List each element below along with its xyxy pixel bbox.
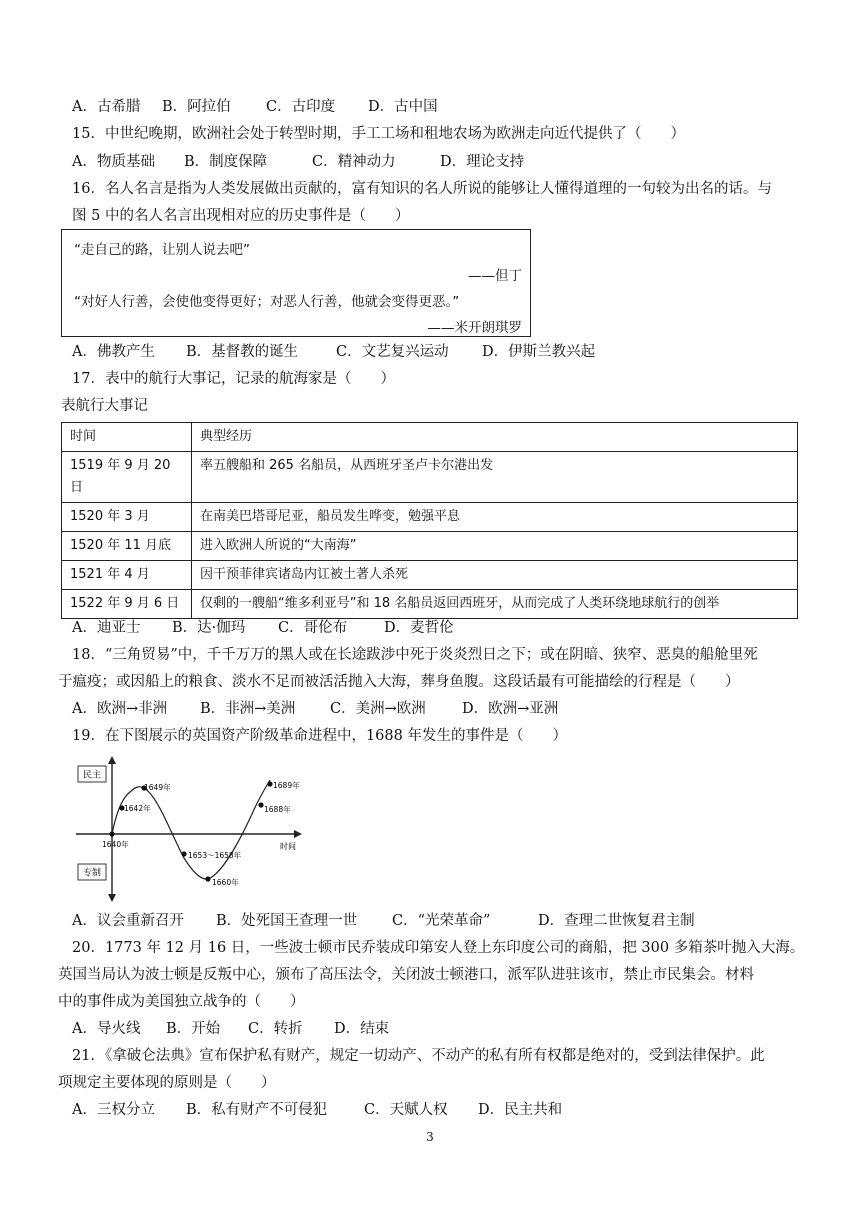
table-cell-time: 1522 年 9 月 6 日 [62, 590, 192, 619]
table-cell-time: 1519 年 9 月 20 日 [62, 452, 192, 503]
q18-options [72, 699, 558, 719]
q21-stem-line2: 项规定主要体现的原则是（ ） [58, 1075, 276, 1091]
label-1642: 1642年 [124, 804, 151, 813]
q19-option-a[interactable]: A．议会重新召开 [72, 913, 184, 929]
label-1649: 1649年 [144, 783, 171, 792]
point-1689 [267, 781, 272, 786]
q18-option-d[interactable]: D．欧洲→亚洲 [462, 701, 559, 717]
q16-option-a[interactable]: A．佛教产生 [72, 344, 155, 360]
q15-options [72, 152, 524, 172]
revolution-curve [112, 780, 270, 879]
q18-stem-line1: 18．“三角贸易”中，千千万万的黑人或在长途跋涉中死于炎炎烈日之下；或在阴暗、狭窄、恶臭的船舱里死 [72, 647, 758, 663]
q20-option-d[interactable]: D．结束 [334, 1021, 390, 1037]
q19-options [72, 911, 695, 931]
quote-michelangelo-author: ——米开朗琪罗 [427, 320, 522, 336]
q18-stem-line2: 于瘟疫；或因船上的粮食、淡水不足而被活活抛入大海，葬身鱼腹。这段话最有可能描绘的行程是（ ） [58, 674, 740, 690]
point-1653-1658 [181, 851, 186, 856]
q21-option-c[interactable]: C．天赋人权 [364, 1102, 448, 1118]
q19-option-c[interactable]: C．“光荣革命” [392, 913, 491, 929]
table-header-time: 时间 [62, 423, 192, 452]
q15-option-a[interactable]: A．物质基础 [72, 154, 155, 170]
q20-option-c[interactable]: C．转折 [248, 1021, 303, 1037]
q16-stem-line1: 16．名人名言是指为人类发展做出贡献的，富有知识的名人所说的能够让人懂得道理的一句较为出名的话。与 [72, 181, 772, 197]
q16-options [72, 342, 595, 362]
table-row [62, 590, 798, 619]
q18-option-b[interactable]: B．非洲→美洲 [200, 701, 296, 717]
q20-stem-line1: 20．1773 年 12 月 16 日，一些波士顿市民乔装成印第安人登上东印度公司的商船，把 300 多箱茶叶抛入大海。 [72, 940, 805, 956]
label-1688: 1688年 [264, 805, 291, 814]
q15-stem: 15．中世纪晚期，欧洲社会处于转型时期，手工工场和租地农场为欧洲走向近代提供了（ ） [72, 126, 685, 142]
vertical-axis-arrow [108, 756, 116, 764]
q20-option-a[interactable]: A．导火线 [72, 1021, 141, 1037]
table-cell-time: 1520 年 3 月 [62, 503, 192, 532]
q17-options [72, 618, 454, 638]
q16-option-c[interactable]: C．文艺复兴运动 [336, 344, 449, 360]
q15-option-b[interactable]: B．制度保障 [184, 154, 268, 170]
q21-stem-line1: 21．《拿破仑法典》宣布保护私有财产，规定一切动产、不动产的私有所有权都是绝对的，受到法律保护。此 [72, 1048, 765, 1064]
label-1653-1658: 1653～1658年 [188, 851, 242, 860]
table-cell-time: 1521 年 4 月 [62, 561, 192, 590]
q19-option-d[interactable]: D．查理二世恢复君主制 [538, 913, 695, 929]
q18-option-a[interactable]: A．欧洲→非洲 [72, 701, 168, 717]
point-1660 [205, 876, 210, 881]
label-1640: 1640年 [102, 840, 129, 849]
q17-option-c[interactable]: C．哥伦布 [278, 620, 348, 636]
table-caption: 表航行大事记 [61, 398, 148, 414]
table-cell-event: 在南美巴塔哥尼亚，船员发生哗变，勉强平息 [192, 503, 798, 532]
quote-dante-author: ——但丁 [468, 268, 522, 284]
label-1660: 1660年 [212, 878, 239, 887]
table-row [62, 561, 798, 590]
q15-option-d[interactable]: D．理论支持 [440, 154, 525, 170]
q17-option-d[interactable]: D．麦哲伦 [384, 620, 454, 636]
quote-michelangelo: “对好人行善，会使他变得更好；对恶人行善，他就会变得更恶。” [74, 294, 460, 310]
q17-option-b[interactable]: B．达·伽玛 [172, 620, 246, 636]
q21-option-a[interactable]: A．三权分立 [72, 1102, 155, 1118]
q20-options [72, 1019, 389, 1039]
table-cell-event: 进入欧洲人所说的“大南海” [192, 532, 798, 561]
table-header-event: 典型经历 [192, 423, 798, 452]
vertical-axis-arrow-bottom [108, 894, 116, 902]
quote-dante: “走自己的路，让别人说去吧” [74, 242, 250, 258]
q18-option-c[interactable]: C．美洲→欧洲 [330, 701, 426, 717]
q17-option-a[interactable]: A．迪亚士 [72, 620, 141, 636]
table-cell-event: 因干预菲律宾诸岛内讧被土著人杀死 [192, 561, 798, 590]
label-1689: 1689年 [273, 781, 300, 790]
table-row [62, 503, 798, 532]
q19-option-b[interactable]: B．处死国王查理一世 [216, 913, 358, 929]
table-header-row [62, 423, 798, 452]
table-cell-event: 仅剩的一艘船“维多利亚号”和 18 名船员返回西班牙，从而完成了人类环绕地球航行的创举 [192, 590, 798, 619]
q17-stem: 17．表中的航行大事记，记录的航海家是（ ） [72, 371, 395, 387]
q14-option-d[interactable]: D．古中国 [368, 99, 438, 115]
q20-stem-line3: 中的事件成为美国独立战争的（ ） [58, 994, 305, 1010]
q20-stem-line2: 英国当局认为波士顿是反叛中心，颁布了高压法令，关闭波士顿港口，派军队进驻该市，禁止市民集会。材料 [58, 967, 754, 983]
point-1640 [109, 831, 114, 836]
time-axis-label: 时间 [280, 842, 296, 851]
q14-option-b[interactable]: B．阿拉伯 [162, 99, 231, 115]
q20-option-b[interactable]: B．开始 [166, 1021, 221, 1037]
q16-option-d[interactable]: D．伊斯兰教兴起 [482, 344, 596, 360]
q14-option-a[interactable]: A．古希腊 [72, 99, 141, 115]
q14-options [72, 97, 438, 117]
q21-option-d[interactable]: D．民主共和 [478, 1102, 563, 1118]
point-1688 [258, 802, 263, 807]
q16-stem-line2: 图 5 中的名人名言出现相对应的历史事件是（ ） [72, 208, 410, 224]
table-cell-event: 率五艘船和 265 名船员，从西班牙圣卢卡尔港出发 [192, 452, 798, 503]
q14-option-c[interactable]: C．古印度 [266, 99, 336, 115]
democracy-label: 民主 [82, 770, 102, 781]
q21-options [72, 1100, 562, 1120]
voyage-table [61, 422, 798, 619]
page-number: 3 [426, 1130, 434, 1144]
autocracy-label: 专制 [82, 868, 102, 879]
q15-option-c[interactable]: C．精神动力 [312, 154, 396, 170]
q19-stem: 19．在下图展示的英国资产阶级革命进程中，1688 年发生的事件是（ ） [72, 728, 567, 744]
revolution-process-chart [72, 756, 304, 902]
table-row [62, 452, 798, 503]
q16-option-b[interactable]: B．基督教的诞生 [186, 344, 299, 360]
quote-box [61, 229, 531, 337]
time-axis-arrow [294, 830, 302, 838]
table-cell-time: 1520 年 11 月底 [62, 532, 192, 561]
q21-option-b[interactable]: B．私有财产不可侵犯 [186, 1102, 328, 1118]
table-row [62, 532, 798, 561]
